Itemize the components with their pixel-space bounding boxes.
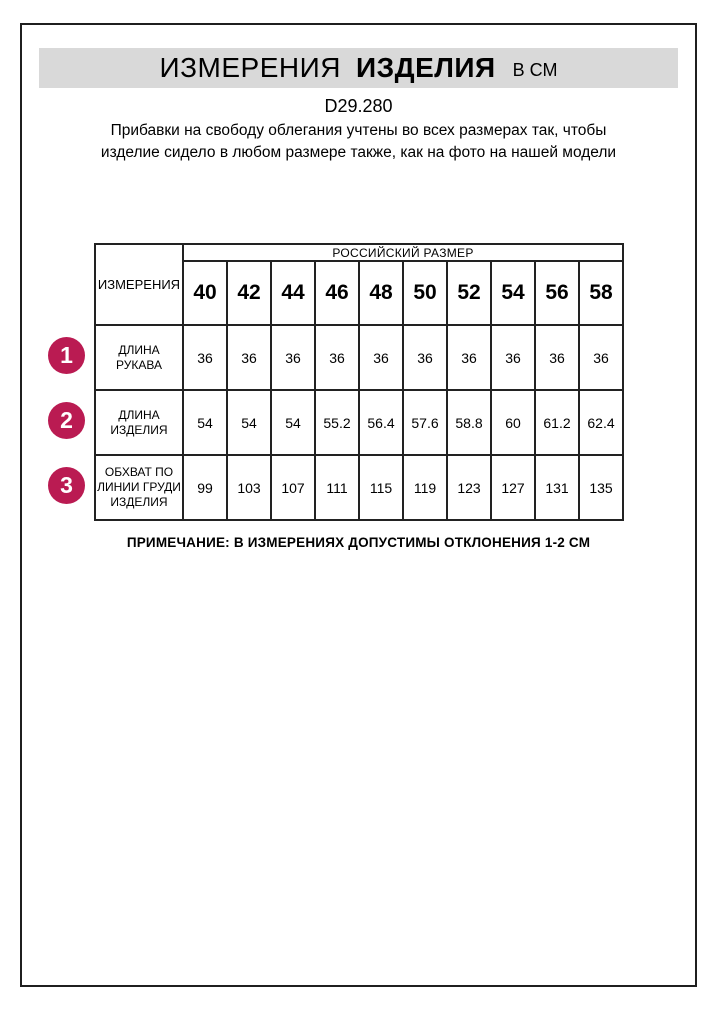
row-number-badge-3: 3 bbox=[48, 467, 85, 504]
measurement-value: 115 bbox=[359, 455, 403, 520]
size-group-header-row bbox=[95, 244, 623, 261]
title-bar bbox=[39, 48, 678, 88]
measurement-value: 103 bbox=[227, 455, 271, 520]
measurement-value: 36 bbox=[491, 325, 535, 390]
measurement-value: 127 bbox=[491, 455, 535, 520]
product-code: D29.280 bbox=[324, 96, 393, 116]
row-number-badge-1: 1 bbox=[48, 337, 85, 374]
measurement-value: 54 bbox=[227, 390, 271, 455]
description-text: Прибавки на свободу облегания учтены во всех размерах так, чтобы изделие сидело в любом размере также, как на фото на нашей модели bbox=[100, 122, 617, 161]
measurement-value: 54 bbox=[183, 390, 227, 455]
size-header-cell: 52 bbox=[447, 261, 491, 325]
measurement-value: 107 bbox=[271, 455, 315, 520]
table-row bbox=[95, 455, 623, 520]
measurement-value: 36 bbox=[271, 325, 315, 390]
measurement-value: 36 bbox=[315, 325, 359, 390]
size-header-cell: 46 bbox=[315, 261, 359, 325]
size-header-cell: 42 bbox=[227, 261, 271, 325]
size-header-cell: 54 bbox=[491, 261, 535, 325]
measurement-value: 36 bbox=[447, 325, 491, 390]
measurement-label: ДЛИНА РУКАВА bbox=[95, 325, 183, 390]
measurement-value: 61.2 bbox=[535, 390, 579, 455]
measurement-label: ДЛИНА ИЗДЕЛИЯ bbox=[95, 390, 183, 455]
size-header-cell: 48 bbox=[359, 261, 403, 325]
measurement-value: 36 bbox=[535, 325, 579, 390]
title-measurements: ИЗМЕРЕНИЯ bbox=[159, 52, 341, 83]
size-header-cell: 40 bbox=[183, 261, 227, 325]
measurement-value: 36 bbox=[403, 325, 447, 390]
russian-size-group-header: РОССИЙСКИЙ РАЗМЕР bbox=[183, 244, 623, 261]
page-border-frame bbox=[20, 23, 697, 987]
measurement-value: 36 bbox=[183, 325, 227, 390]
measurement-value: 123 bbox=[447, 455, 491, 520]
measurement-value: 57.6 bbox=[403, 390, 447, 455]
size-header-cell: 44 bbox=[271, 261, 315, 325]
measurement-value: 99 bbox=[183, 455, 227, 520]
title-units: В СМ bbox=[512, 59, 558, 80]
measurement-value: 55.2 bbox=[315, 390, 359, 455]
measurement-value: 111 bbox=[315, 455, 359, 520]
measurement-value: 36 bbox=[359, 325, 403, 390]
measure-column-header: ИЗМЕРЕНИЯ bbox=[95, 244, 183, 325]
size-header-cell: 56 bbox=[535, 261, 579, 325]
measurement-value: 131 bbox=[535, 455, 579, 520]
measurement-value: 36 bbox=[227, 325, 271, 390]
table-row bbox=[95, 390, 623, 455]
measurement-value: 58.8 bbox=[447, 390, 491, 455]
row-number-badge-2: 2 bbox=[48, 402, 85, 439]
measurement-value: 135 bbox=[579, 455, 623, 520]
size-header-cell: 58 bbox=[579, 261, 623, 325]
title-product: ИЗДЕЛИЯ bbox=[355, 52, 496, 83]
table-row bbox=[95, 325, 623, 390]
measurement-label: ОБХВАТ ПО ЛИНИИ ГРУДИ ИЗДЕЛИЯ bbox=[95, 455, 183, 520]
measurement-value: 60 bbox=[491, 390, 535, 455]
measurement-value: 62.4 bbox=[579, 390, 623, 455]
note-text: ПРИМЕЧАНИЕ: В ИЗМЕРЕНИЯХ ДОПУСТИМЫ ОТКЛОНЕНИЯ 1-2 СМ bbox=[126, 535, 591, 550]
measurement-value: 54 bbox=[271, 390, 315, 455]
measurement-value: 119 bbox=[403, 455, 447, 520]
size-header-cell: 50 bbox=[403, 261, 447, 325]
measurements-table bbox=[94, 243, 624, 521]
measurement-value: 56.4 bbox=[359, 390, 403, 455]
measurement-value: 36 bbox=[579, 325, 623, 390]
